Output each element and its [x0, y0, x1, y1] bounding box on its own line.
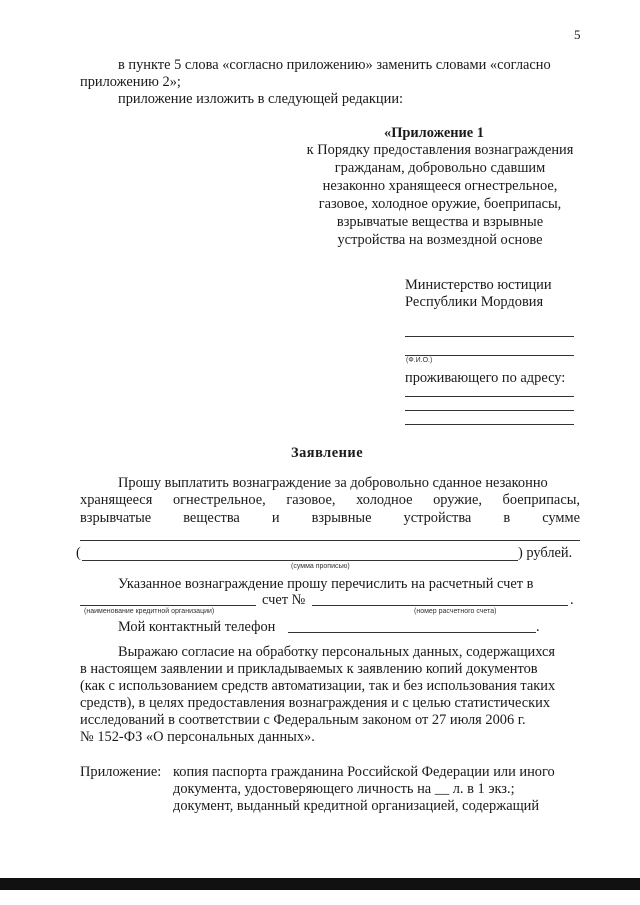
- consent-line-4: средств), в целях предоставления вознаграждения и с целью статистических: [80, 695, 551, 711]
- address-blank-3: [405, 424, 574, 425]
- request-word: в: [503, 510, 511, 526]
- request-line-1: Прошу выплатить вознаграждение за добровольно сданное незаконно: [118, 475, 548, 491]
- bank-name-blank: [80, 605, 256, 606]
- phone-dot: .: [536, 619, 540, 635]
- addressee-line-2: Республики Мордовия: [405, 294, 544, 310]
- intro-line-2: приложению 2»;: [80, 74, 181, 90]
- consent-line-3: (как с использованием средств автоматизации, так и без использования таких: [80, 678, 556, 694]
- address-label: проживающего по адресу:: [405, 370, 566, 386]
- account-line: Указанное вознаграждение прошу перечислить на расчетный счет в: [118, 576, 534, 592]
- scan-edge-bar: [0, 878, 640, 890]
- attachments-label: Приложение:: [80, 764, 162, 780]
- request-word: холодное: [356, 492, 413, 508]
- rubles-label: ) рублей.: [518, 545, 573, 561]
- addressee-line-1: Министерство юстиции: [405, 277, 552, 293]
- request-line-2: [80, 491, 580, 509]
- consent-line-6: № 152-ФЗ «О персональных данных».: [80, 729, 315, 745]
- phone-blank: [288, 632, 536, 633]
- attachments-line-2: документа, удостоверяющего личность на __ л. в 1 экз.;: [173, 781, 515, 797]
- page-number: 5: [574, 27, 581, 42]
- request-word: оружие,: [433, 492, 482, 508]
- request-word: сумме: [542, 510, 580, 526]
- consent-line-1: Выражаю согласие на обработку персональных данных, содержащихся: [118, 644, 556, 660]
- request-word: вещества: [183, 510, 240, 526]
- consent-line-2: в настоящем заявлении и прикладываемых к заявлению копий документов: [80, 661, 538, 677]
- request-word: хранящееся: [80, 492, 153, 508]
- appendix-title: «Приложение 1: [384, 125, 484, 141]
- attachments-line-1: копия паспорта гражданина Российской Федерации или иного: [173, 764, 555, 780]
- sum-blank-top: [80, 540, 580, 541]
- address-blank-1: [405, 396, 574, 397]
- request-word: огнестрельное,: [172, 492, 266, 508]
- request-word: взрывчатые: [80, 510, 152, 526]
- request-word: и: [271, 510, 280, 526]
- request-word: боеприпасы,: [502, 492, 580, 508]
- form-title: Заявление: [291, 445, 364, 461]
- sum-paren-open: (: [76, 545, 81, 561]
- intro-line-1: в пункте 5 слова «согласно приложению» заменить словами «согласно: [118, 57, 551, 73]
- account-number-label: счет №: [262, 592, 306, 608]
- appendix-line-5: взрывчатые вещества и взрывные: [336, 214, 544, 230]
- appendix-line-2: гражданам, добровольно сдавшим: [334, 160, 546, 176]
- addressee-blank-1: [405, 336, 574, 337]
- fio-note: (Ф.И.О.): [406, 357, 433, 364]
- bank-note: (наименование кредитной организации): [84, 608, 215, 615]
- appendix-line-3: незаконно хранящееся огнестрельное,: [322, 178, 558, 194]
- request-word: взрывные: [311, 510, 372, 526]
- request-word: газовое,: [286, 492, 336, 508]
- intro-line-3: приложение изложить в следующей редакции:: [118, 91, 404, 107]
- appendix-line-1: к Порядку предоставления вознаграждения: [306, 142, 574, 158]
- account-note: (номер расчетного счета): [414, 608, 497, 615]
- appendix-line-4: газовое, холодное оружие, боеприпасы,: [318, 196, 562, 212]
- phone-label: Мой контактный телефон: [118, 619, 276, 635]
- sum-note: (сумма прописью): [291, 563, 350, 570]
- account-number-blank: [312, 605, 568, 606]
- attachments-line-3: документ, выданный кредитной организацией, содержащий: [173, 798, 540, 814]
- appendix-line-6: устройства на возмездной основе: [337, 232, 543, 248]
- sum-in-words-blank: [82, 560, 518, 561]
- addressee-blank-fio: [405, 355, 574, 356]
- consent-line-5: исследований в соответствии с Федеральным законом от 27 июля 2006 г.: [80, 712, 526, 728]
- request-word: устройства: [403, 510, 472, 526]
- request-line-3: [80, 509, 580, 527]
- account-dot: .: [570, 592, 574, 608]
- address-blank-2: [405, 410, 574, 411]
- appendix-subtitle: [290, 141, 590, 249]
